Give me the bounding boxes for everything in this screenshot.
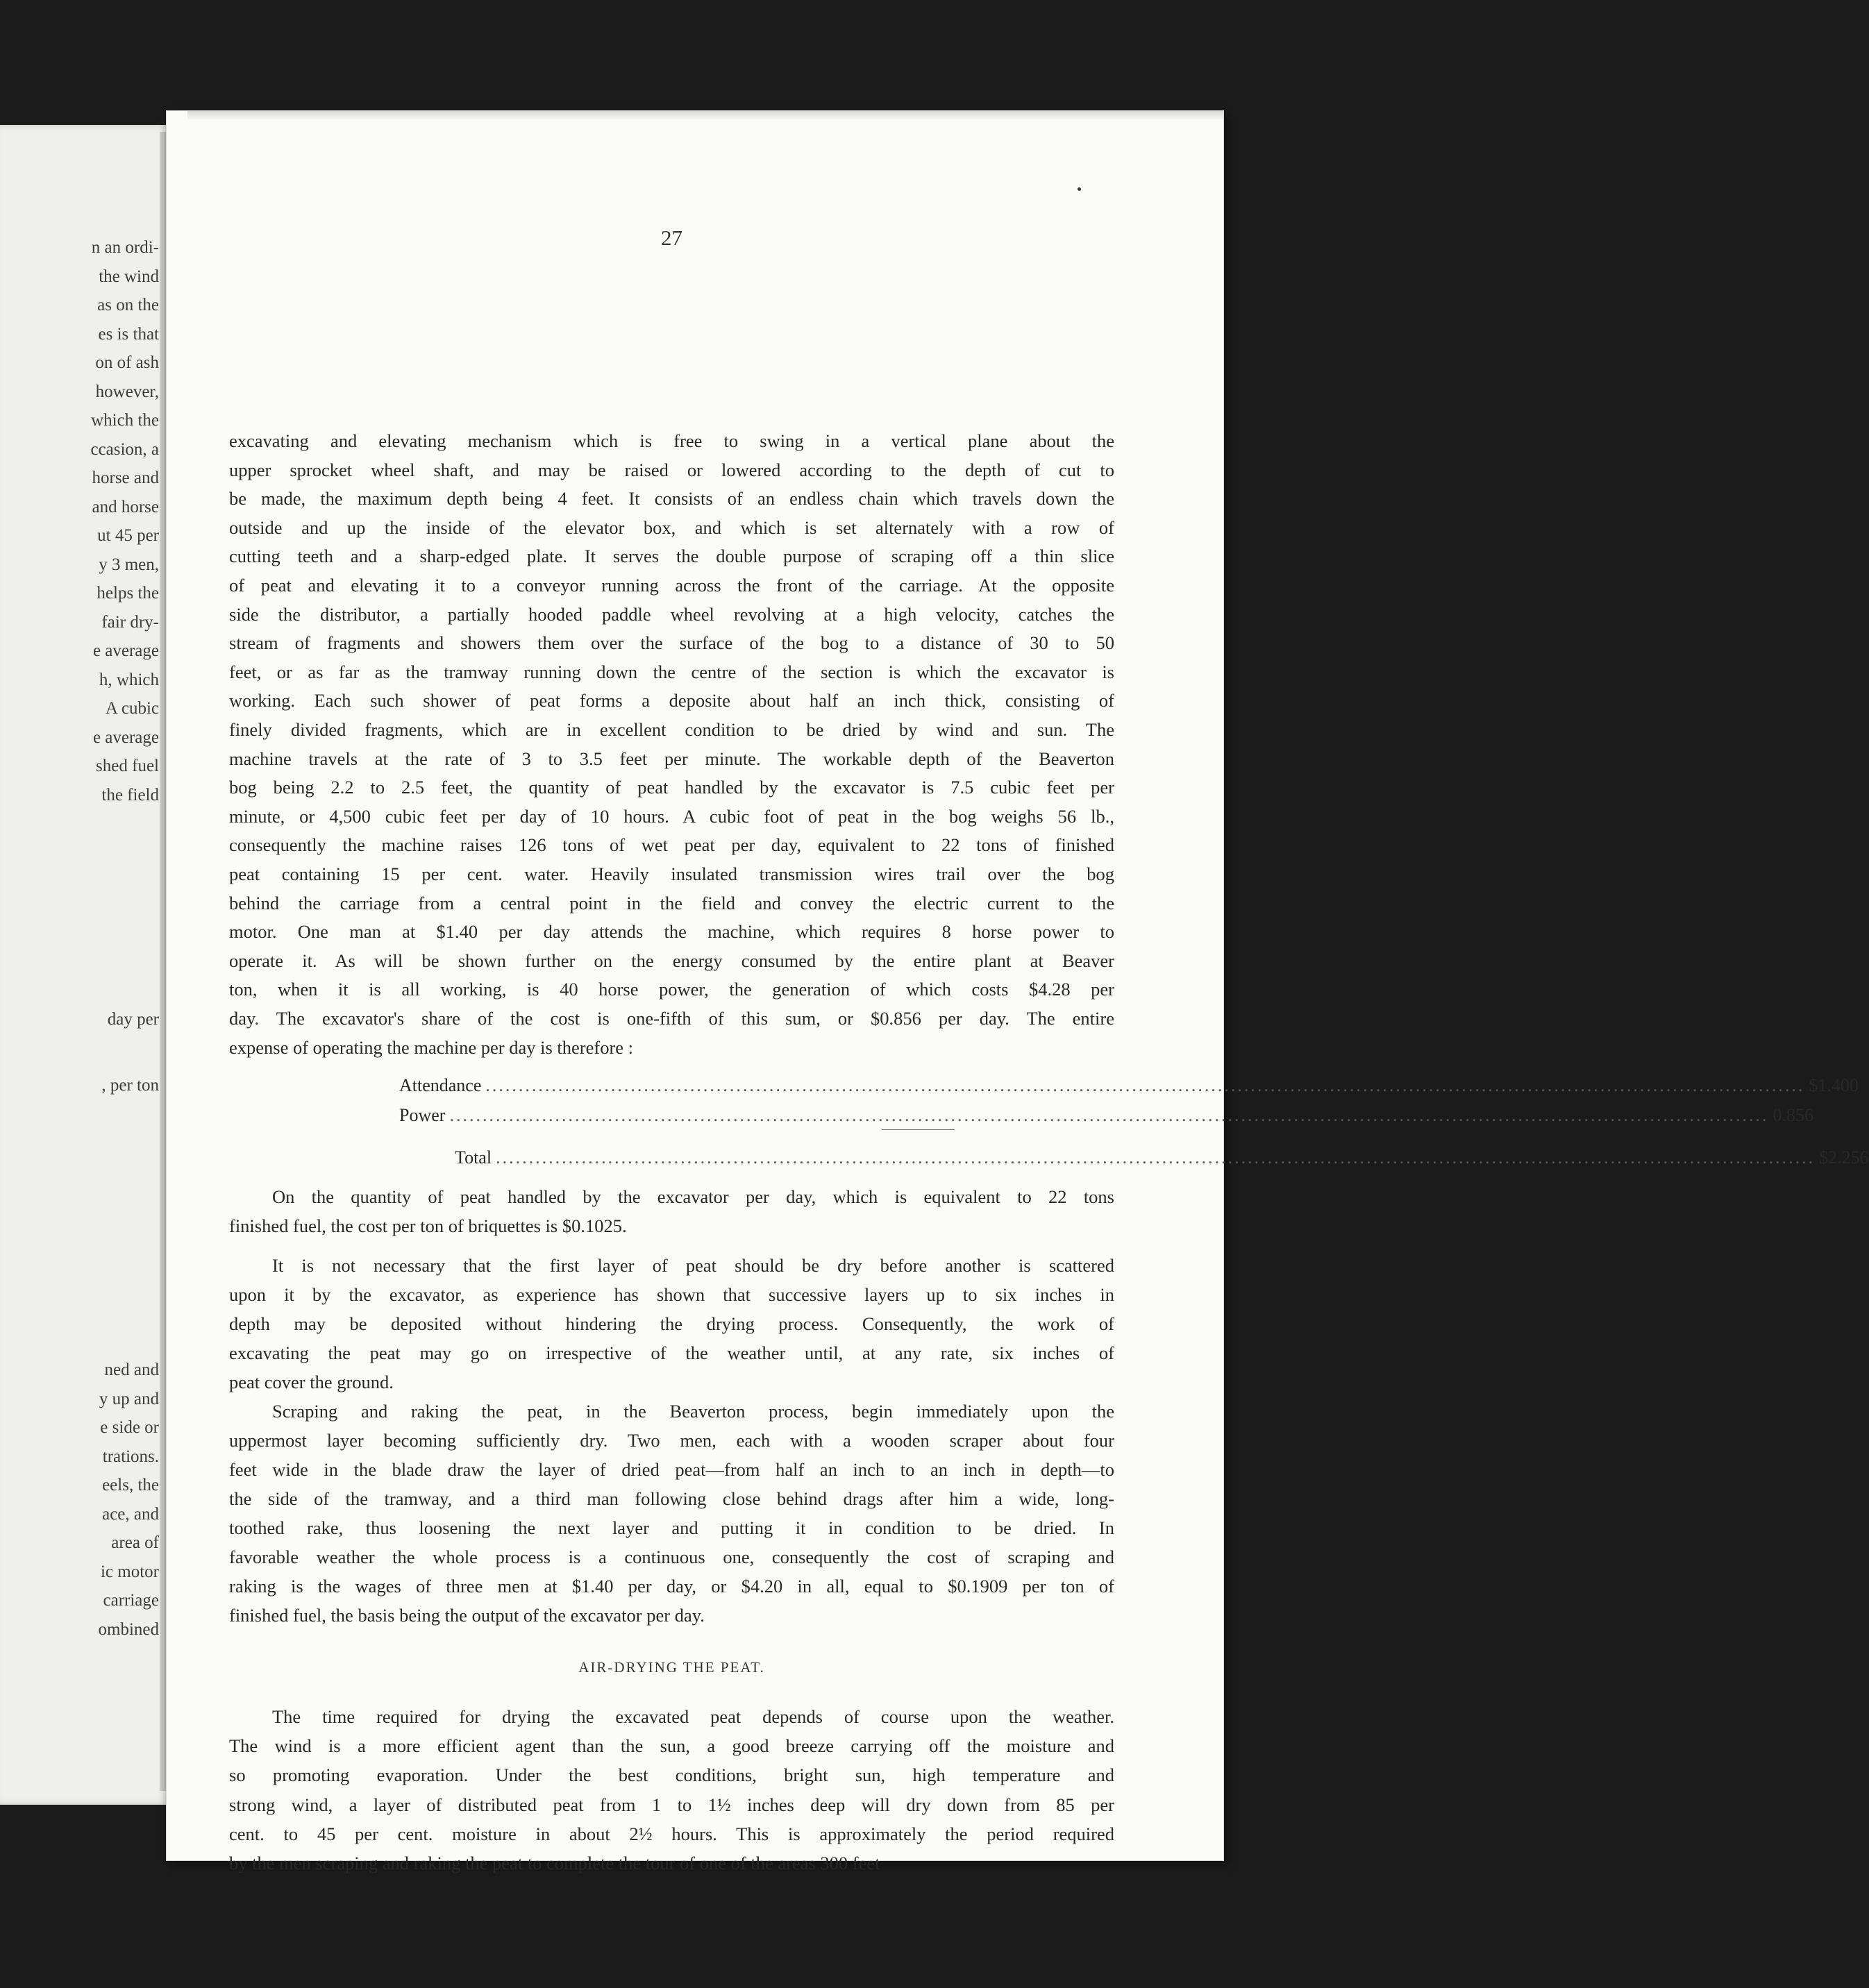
left-page-line: ned and xyxy=(104,1361,159,1379)
left-page-line: ic motor xyxy=(100,1562,159,1581)
text-line: The time required for drying the excavated peat depends of course upon the weather. xyxy=(272,1706,1114,1727)
left-page-line: h, which xyxy=(99,670,159,689)
left-page-line: es is that xyxy=(98,324,159,344)
text-line: upper sprocket wheel shaft, and may be raised or lowered according to the depth of cut to xyxy=(229,459,1114,480)
left-page-line: e average xyxy=(92,727,159,747)
text-line: consequently the machine raises 126 tons of wet peat per day, equivalent to 22 tons of finished xyxy=(229,834,1114,856)
text-line: day. The excavator's share of the cost is one-fifth of this sum, or $0.856 per day. The entire xyxy=(229,1008,1114,1029)
text-line: excavating and elevating mechanism which is free to swing in a vertical plane about the xyxy=(229,430,1114,451)
left-page-line: ombined xyxy=(98,1619,159,1639)
expense-value: 0.856 xyxy=(1772,1105,1813,1125)
expense-label: Attendance xyxy=(399,1075,482,1095)
text-line: the side of the tramway, and a third man following close behind drags after him a wide, long- xyxy=(229,1488,1114,1509)
text-line: peat containing 15 per cent. water. Heavily insulated transmission wires trail over the bog xyxy=(229,864,1114,884)
expense-label: Power xyxy=(399,1105,446,1125)
left-page-line: day per xyxy=(107,1010,159,1029)
text-line: minute, or 4,500 cubic feet per day of 10 hours. A cubic foot of peat in the bog weighs 56 lb., xyxy=(229,805,1114,827)
left-page-line: fair dry- xyxy=(101,612,159,632)
left-page-line: shed fuel xyxy=(96,757,159,775)
left-facing-page xyxy=(0,125,170,1805)
text-line: depth may be deposited without hindering the drying process. Consequently, the work of xyxy=(229,1313,1114,1334)
left-page-line: y 3 men, xyxy=(99,555,159,574)
page-speck xyxy=(1078,187,1081,191)
text-line: cutting teeth and a sharp-edged plate. It serves the double purpose of scraping off a thin slice xyxy=(229,546,1114,567)
text-line: feet, or as far as the tramway running down the centre of the section is which the excavator is xyxy=(229,661,1114,682)
text-line: toothed rake, thus loosening the next layer and putting it in condition to be dried. In xyxy=(229,1517,1114,1538)
leader-dots: ........................................................................................................................................................................................................ xyxy=(485,1075,1805,1095)
left-page-line: , per ton xyxy=(101,1076,159,1095)
text-line: ton, when it is all working, is 40 horse power, the generation of which costs $4.28 per xyxy=(229,979,1114,1000)
text-line: side the distributor, a partially hooded paddle wheel revolving at a high velocity, catches the xyxy=(229,603,1114,625)
text-line: cent. to 45 per cent. moisture in about 2½ hours. This is approximately the period required xyxy=(229,1823,1114,1844)
text-line: operate it. As will be shown further on the energy consumed by the entire plant at Beaver xyxy=(229,950,1114,971)
left-page-line: as on the xyxy=(97,296,159,314)
text-line: Scraping and raking the peat, in the Beaverton process, begin immediately upon the xyxy=(272,1401,1114,1422)
text-line: working. Each such shower of peat forms a deposite about half an inch thick, consisting of xyxy=(229,690,1114,711)
leader-dots: ........................................................................................................................................................................................................ xyxy=(496,1147,1816,1168)
text-line: feet wide in the blade draw the layer of dried peat—from half an inch to an inch in depth—to xyxy=(229,1459,1114,1480)
text-line: uppermost layer becoming sufficiently dry. Two men, each with a wooden scraper about four xyxy=(229,1430,1114,1451)
document-page xyxy=(167,111,1869,1873)
text-line: machine travels at the rate of 3 to 3.5 feet per minute. The workable depth of the Beaverton xyxy=(229,748,1114,769)
text-line: by the men scraping and raking the peat to complete the tour of one of the areas 300 feet xyxy=(229,1853,880,1873)
left-page-line: the field xyxy=(101,785,159,805)
text-line: of peat and elevating it to a conveyor running across the front of the carriage. At the opposite xyxy=(229,575,1114,596)
text-line: upon it by the excavator, as experience has shown that successive layers up to six inches in xyxy=(229,1284,1114,1305)
left-page-line: trations. xyxy=(102,1447,159,1466)
expense-row xyxy=(399,1075,1859,1096)
text-line: so promoting evaporation. Under the best conditions, bright sun, high temperature and xyxy=(229,1764,1114,1786)
left-page-line: which the xyxy=(91,411,159,430)
left-page-line: n an ordi- xyxy=(91,238,159,257)
expense-row xyxy=(399,1105,1813,1126)
text-line: peat cover the ground. xyxy=(229,1372,394,1392)
leader-dots: ........................................................................................................................................................................................................ xyxy=(449,1105,1769,1125)
expense-value: $1.400 xyxy=(1809,1075,1859,1095)
left-page-line: e side or xyxy=(100,1418,159,1437)
page-number: 27 xyxy=(661,226,682,250)
text-line: On the quantity of peat handled by the excavator per day, which is equivalent to 22 tons xyxy=(272,1186,1114,1207)
text-line: finished fuel, the basis being the output of the excavator per day. xyxy=(229,1605,705,1626)
left-page-line: ccasion, a xyxy=(90,439,159,459)
expense-total-row xyxy=(455,1147,1869,1168)
left-page-line: eels, the xyxy=(102,1476,159,1494)
left-page-line: helps the xyxy=(97,584,159,603)
left-page-line: ace, and xyxy=(102,1504,159,1524)
text-line: strong wind, a layer of distributed peat from 1 to 1½ inches deep will dry down from 85 per xyxy=(229,1794,1114,1815)
text-line: The wind is a more efficient agent than the sun, a good breeze carrying off the moisture and xyxy=(229,1735,1114,1757)
text-line: expense of operating the machine per day is therefore : xyxy=(229,1036,634,1058)
page-top-edge xyxy=(187,111,1223,119)
left-page-line: y up and xyxy=(99,1389,159,1408)
text-line: It is not necessary that the first layer of peat should be dry before another is scattered xyxy=(272,1255,1114,1276)
left-page-line: e average xyxy=(92,641,159,660)
text-line: finely divided fragments, which are in excellent condition to be dried by wind and sun. The xyxy=(229,719,1114,740)
section-heading: AIR-DRYING THE PEAT. xyxy=(578,1659,765,1676)
text-line: excavating the peat may go on irrespective of the weather until, at any rate, six inches of xyxy=(229,1342,1114,1363)
left-page-line: carriage xyxy=(103,1591,159,1610)
text-line: behind the carriage from a central point in the field and convey the electric current to the xyxy=(229,892,1114,913)
text-line: be made, the maximum depth being 4 feet. It consists of an endless chain which travels down the xyxy=(229,488,1114,509)
text-line: motor. One man at $1.40 per day attends the machine, which requires 8 horse power to xyxy=(229,921,1114,943)
left-page-line: the wind xyxy=(99,267,159,286)
total-label: Total xyxy=(455,1147,492,1168)
left-page-line: area of xyxy=(111,1533,159,1552)
sum-rule xyxy=(882,1129,955,1130)
left-page-line: on of ash xyxy=(95,353,159,372)
left-page-line: ut 45 per xyxy=(97,526,159,545)
left-page-line: horse and xyxy=(92,469,159,487)
text-line: bog being 2.2 to 2.5 feet, the quantity of peat handled by the excavator is 7.5 cubic feet per xyxy=(229,777,1114,798)
left-page-line: A cubic xyxy=(105,699,159,718)
text-line: stream of fragments and showers them over the surface of the bog to a distance of 30 to 50 xyxy=(229,632,1114,654)
left-page-line: and horse xyxy=(92,497,159,516)
text-line: favorable weather the whole process is a continuous one, consequently the cost of scraping and xyxy=(229,1547,1114,1567)
text-line: raking is the wages of three men at $1.40 per day, or $4.20 in all, equal to $0.1909 per ton of xyxy=(229,1576,1114,1597)
left-page-line: however, xyxy=(95,382,159,401)
total-value: $2.256 xyxy=(1819,1147,1869,1168)
text-line: outside and up the inside of the elevator box, and which is set alternately with a row of xyxy=(229,516,1114,538)
text-line: finished fuel, the cost per ton of briquettes is $0.1025. xyxy=(229,1215,627,1236)
